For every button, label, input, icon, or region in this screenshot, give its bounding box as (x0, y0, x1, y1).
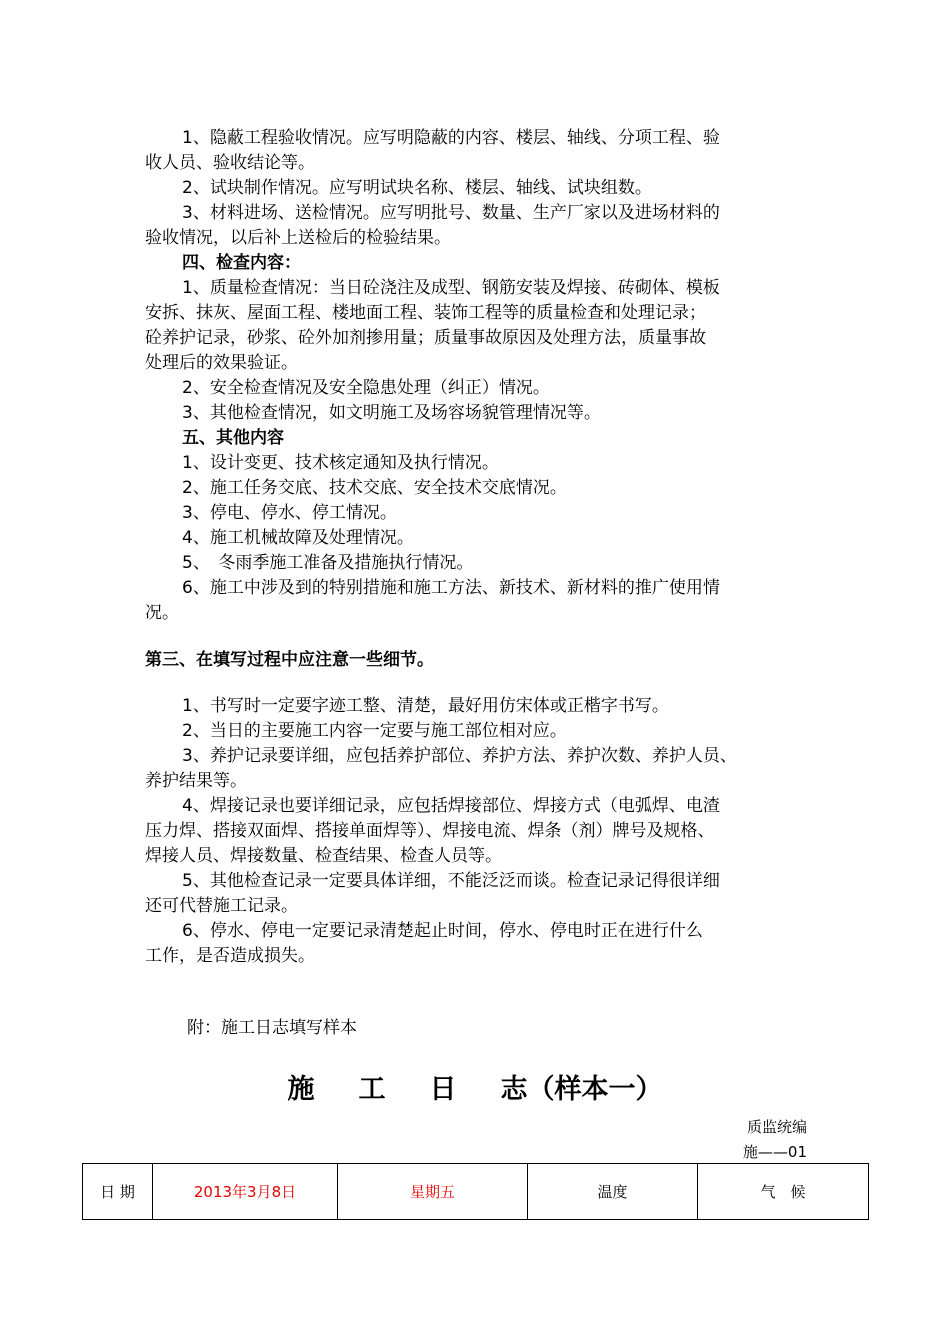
log-title (0, 1070, 950, 1110)
paragraph-line: 养护结果等。 (145, 771, 247, 791)
paragraph-line: 4、施工机械故障及处理情况。 (182, 528, 414, 548)
section-heading: 四、检查内容： (182, 253, 301, 273)
paragraph-line: 1、书写时一定要字迹工整、清楚，最好用仿宋体或正楷字书写。 (182, 696, 669, 716)
date-label: 日 期 (83, 1164, 153, 1220)
paragraph-line: 6、停水、停电一定要记录清楚起止时间，停水、停电时正在进行什么 (182, 921, 703, 941)
paragraph-line: 4、焊接记录也要详细记录，应包括焊接部位、焊接方式（电弧焊、电渣 (182, 796, 720, 816)
paragraph-line: 6、施工中涉及到的特别措施和施工方法、新技术、新材料的推广使用情 (182, 578, 720, 598)
paragraph-line: 5、 冬雨季施工准备及措施执行情况。 (182, 553, 474, 573)
weekday-value: 星期五 (338, 1164, 528, 1220)
paragraph-line: 1、质量检查情况：当日砼浇注及成型、钢筋安装及焊接、砖砌体、模板 (182, 278, 720, 298)
paragraph-line: 还可代替施工记录。 (145, 896, 298, 916)
paragraph-line: 处理后的效果验证。 (145, 353, 298, 373)
paragraph-line: 3、停电、停水、停工情况。 (182, 503, 397, 523)
weather-label: 气 候 (698, 1164, 869, 1220)
paragraph-line: 2、试块制作情况。应写明试块名称、楼层、轴线、试块组数。 (182, 178, 652, 198)
paragraph-line: 压力焊、搭接双面焊、搭接单面焊等）、焊接电流、焊条（剂）牌号及规格、 (145, 821, 715, 841)
paragraph-line: 2、施工任务交底、技术交底、安全技术交底情况。 (182, 478, 567, 498)
paragraph-line: 2、当日的主要施工内容一定要与施工部位相对应。 (182, 721, 567, 741)
paragraph-line: 况。 (145, 603, 179, 623)
paragraph-line: 砼养护记录，砂浆、砼外加剂掺用量；质量事故原因及处理方法，质量事故 (145, 328, 706, 348)
paragraph-line: 安拆、抹灰、屋面工程、楼地面工程、装饰工程等的质量检查和处理记录； (145, 303, 706, 323)
paragraph-line: 1、设计变更、技术核定通知及执行情况。 (182, 453, 499, 473)
log-title-char: 志（样本一） (500, 1074, 663, 1105)
log-title-char: 日 (429, 1074, 457, 1105)
section-heading: 第三、在填写过程中应注意一些细节。 (145, 650, 434, 670)
paragraph-line: 5、其他检查记录一定要具体详细，不能泛泛而谈。检查记录记得很详细 (182, 871, 720, 891)
paragraph-line: 3、其他检查情况，如文明施工及场容场貌管理情况等。 (182, 403, 601, 423)
form-code-line1: 质监统编 (746, 1118, 807, 1136)
paragraph-line: 3、养护记录要详细，应包括养护部位、养护方法、养护次数、养护人员、 (182, 746, 737, 766)
paragraph-line: 1、隐蔽工程验收情况。应写明隐蔽的内容、楼层、轴线、分项工程、验 (182, 128, 720, 148)
temperature-label: 温度 (528, 1164, 698, 1220)
paragraph-line: 3、材料进场、送检情况。应写明批号、数量、生产厂家以及进场材料的 (182, 203, 720, 223)
paragraph-line: 验收情况，以后补上送检后的检验结果。 (145, 228, 451, 248)
log-title-char: 工 (358, 1074, 386, 1105)
paragraph-line: 2、安全检查情况及安全隐患处理（纠正）情况。 (182, 378, 550, 398)
log-table (82, 1163, 869, 1220)
form-code-line2: 施——01 (742, 1143, 807, 1161)
log-title-char: 施 (287, 1074, 315, 1105)
date-value: 2013年3月8日 (153, 1164, 338, 1220)
appendix-note: 附：施工日志填写样本 (187, 1018, 357, 1038)
section-heading: 五、其他内容 (182, 428, 284, 448)
paragraph-line: 工作，是否造成损失。 (145, 946, 315, 966)
paragraph-line: 焊接人员、焊接数量、检查结果、检查人员等。 (145, 846, 502, 866)
paragraph-line: 收人员、验收结论等。 (145, 153, 315, 173)
table-row (83, 1164, 869, 1220)
